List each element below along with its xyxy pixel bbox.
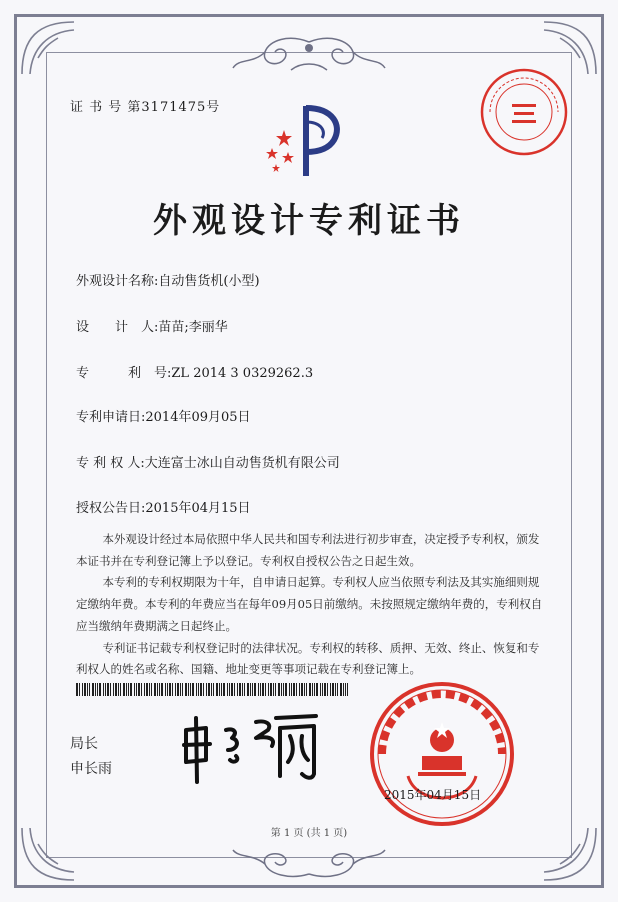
- field-application-date: [76, 406, 251, 425]
- certificate-title: 外观设计专利证书: [153, 201, 465, 241]
- barcode-icon: [76, 683, 348, 696]
- body-paragraph: 本外观设计经过本局依照中华人民共和国专利法进行初步审查，决定授予专利权，颁发本证书并在专利登记簿上予以登记。专利权自授权公告之日起生效。: [76, 532, 540, 568]
- field-announcement-date: [76, 497, 251, 516]
- field-designer: [76, 316, 228, 335]
- field-value: ZL 2014 3 0329262.3: [171, 366, 314, 381]
- bottom-ornament: [229, 846, 389, 880]
- field-label: 授权公告日:: [76, 501, 146, 516]
- field-label: 专 利 号:: [76, 366, 172, 381]
- certificate-body-text: [76, 529, 546, 681]
- field-value: 自动售货机(小型): [158, 274, 260, 289]
- signatory-title: 局长: [70, 736, 98, 752]
- page-number: 第 1 页 (共 1 页): [270, 828, 348, 839]
- field-label: 专 利 权 人:: [76, 456, 145, 471]
- field-value: 2014年09月05日: [145, 410, 251, 425]
- field-value: 大连富士冰山自动售货机有限公司: [144, 456, 340, 471]
- seal-date: 2015年04月15日: [384, 788, 482, 802]
- field-label: 外观设计名称:: [76, 274, 159, 289]
- signatory-name: 申长雨: [70, 761, 112, 777]
- top-ornament: [229, 34, 389, 78]
- field-value: 苗苗;李丽华: [158, 320, 228, 335]
- field-design-name: [76, 270, 260, 289]
- body-paragraph: 本专利的专利权期限为十年，自申请日起算。专利权人应当依照专利法及其实施细则规定缴纳年费。本专利的年费应当在每年09月05日前缴纳。未按照规定缴纳年费的，专利权自应当缴纳年费期满之日起终止。: [76, 575, 543, 633]
- official-red-seal-icon: [368, 680, 516, 828]
- handwritten-signature-icon: [176, 700, 326, 790]
- certificate-number: 证 书 号 第3171475号: [70, 100, 221, 115]
- patent-office-emblem-icon: [262, 96, 354, 182]
- field-value: 2015年04月15日: [145, 501, 251, 516]
- field-label: 设 计 人:: [76, 320, 159, 335]
- body-paragraph: 专利证书记载专利权登记时的法律状况。专利权的转移、质押、无效、终止、恢复和专利权人的姓名或名称、国籍、地址变更等事项记载在专利登记簿上。: [76, 640, 540, 677]
- field-label: 专利申请日:: [76, 410, 146, 425]
- small-red-seal-icon: [478, 66, 570, 158]
- field-patent-number: [76, 362, 313, 381]
- corner-ornament-top-left: [18, 18, 78, 78]
- field-patentee: [76, 452, 340, 471]
